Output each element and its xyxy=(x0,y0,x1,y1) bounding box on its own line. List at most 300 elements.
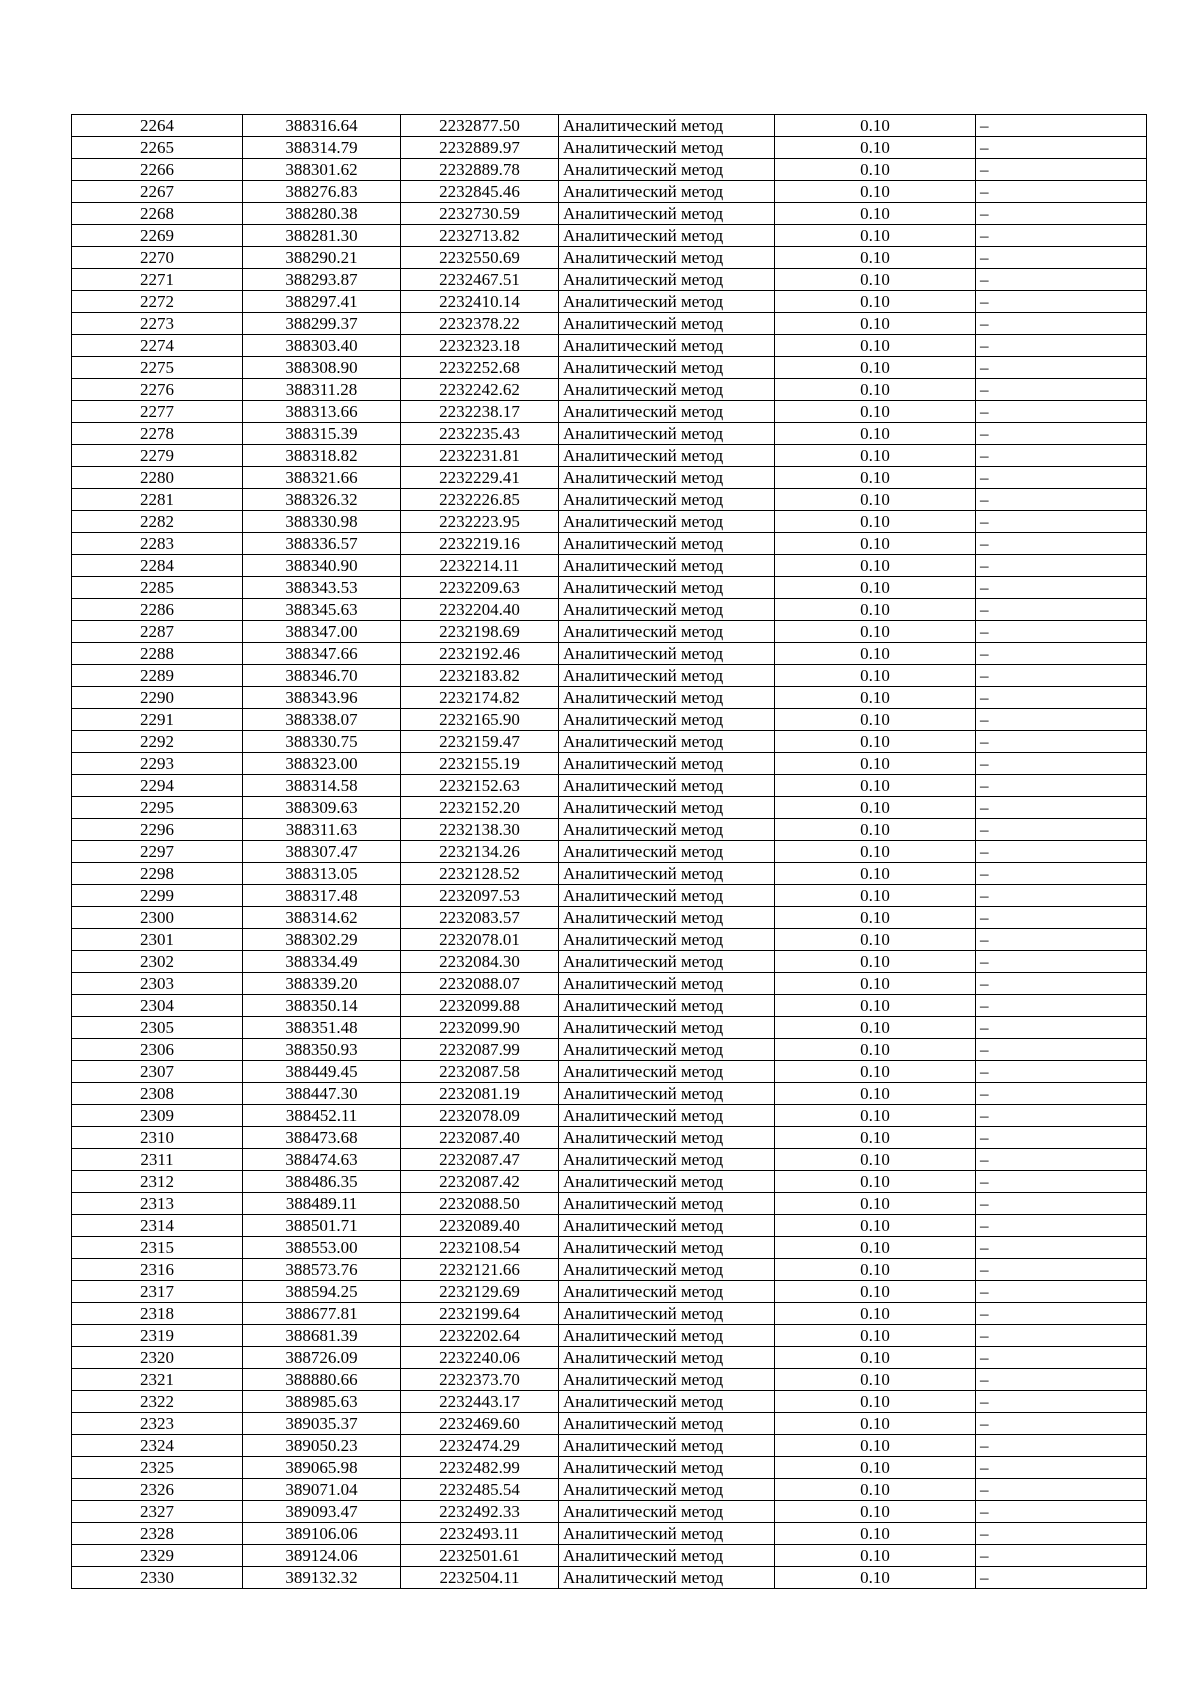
point-number-cell: 2302 xyxy=(72,951,243,973)
table-row xyxy=(72,1039,1147,1061)
table-row xyxy=(72,687,1147,709)
error-cell: 0.10 xyxy=(775,313,976,335)
point-number-cell: 2286 xyxy=(72,599,243,621)
x-coordinate-cell: 388474.63 xyxy=(243,1149,401,1171)
method-cell: Аналитический метод xyxy=(559,335,775,357)
x-coordinate-cell: 388299.37 xyxy=(243,313,401,335)
note-cell: – xyxy=(976,929,1147,951)
method-cell: Аналитический метод xyxy=(559,753,775,775)
method-cell: Аналитический метод xyxy=(559,247,775,269)
y-coordinate-cell: 2232087.99 xyxy=(401,1039,559,1061)
error-cell: 0.10 xyxy=(775,1083,976,1105)
y-coordinate-cell: 2232087.47 xyxy=(401,1149,559,1171)
note-cell: – xyxy=(976,445,1147,467)
point-number-cell: 2267 xyxy=(72,181,243,203)
y-coordinate-cell: 2232155.19 xyxy=(401,753,559,775)
x-coordinate-cell: 388338.07 xyxy=(243,709,401,731)
note-cell: – xyxy=(976,1479,1147,1501)
table-row xyxy=(72,511,1147,533)
x-coordinate-cell: 388281.30 xyxy=(243,225,401,247)
method-cell: Аналитический метод xyxy=(559,1171,775,1193)
point-number-cell: 2330 xyxy=(72,1567,243,1589)
y-coordinate-cell: 2232410.14 xyxy=(401,291,559,313)
error-cell: 0.10 xyxy=(775,819,976,841)
error-cell: 0.10 xyxy=(775,1259,976,1281)
y-coordinate-cell: 2232134.26 xyxy=(401,841,559,863)
y-coordinate-cell: 2232240.06 xyxy=(401,1347,559,1369)
table-row xyxy=(72,467,1147,489)
point-number-cell: 2313 xyxy=(72,1193,243,1215)
error-cell: 0.10 xyxy=(775,1567,976,1589)
table-row xyxy=(72,1193,1147,1215)
note-cell: – xyxy=(976,467,1147,489)
table-row xyxy=(72,555,1147,577)
method-cell: Аналитический метод xyxy=(559,401,775,423)
method-cell: Аналитический метод xyxy=(559,1457,775,1479)
y-coordinate-cell: 2232501.61 xyxy=(401,1545,559,1567)
y-coordinate-cell: 2232128.52 xyxy=(401,863,559,885)
y-coordinate-cell: 2232242.62 xyxy=(401,379,559,401)
point-number-cell: 2303 xyxy=(72,973,243,995)
table-row xyxy=(72,1435,1147,1457)
x-coordinate-cell: 388343.96 xyxy=(243,687,401,709)
table-row xyxy=(72,1567,1147,1589)
error-cell: 0.10 xyxy=(775,907,976,929)
error-cell: 0.10 xyxy=(775,951,976,973)
table-row xyxy=(72,1501,1147,1523)
note-cell: – xyxy=(976,291,1147,313)
note-cell: – xyxy=(976,841,1147,863)
table-row xyxy=(72,137,1147,159)
x-coordinate-cell: 388314.62 xyxy=(243,907,401,929)
point-number-cell: 2266 xyxy=(72,159,243,181)
x-coordinate-cell: 388681.39 xyxy=(243,1325,401,1347)
point-number-cell: 2315 xyxy=(72,1237,243,1259)
y-coordinate-cell: 2232373.70 xyxy=(401,1369,559,1391)
note-cell: – xyxy=(976,775,1147,797)
point-number-cell: 2283 xyxy=(72,533,243,555)
point-number-cell: 2285 xyxy=(72,577,243,599)
point-number-cell: 2274 xyxy=(72,335,243,357)
method-cell: Аналитический метод xyxy=(559,379,775,401)
error-cell: 0.10 xyxy=(775,1127,976,1149)
table-row xyxy=(72,225,1147,247)
note-cell: – xyxy=(976,511,1147,533)
method-cell: Аналитический метод xyxy=(559,1039,775,1061)
y-coordinate-cell: 2232492.33 xyxy=(401,1501,559,1523)
y-coordinate-cell: 2232223.95 xyxy=(401,511,559,533)
point-number-cell: 2312 xyxy=(72,1171,243,1193)
method-cell: Аналитический метод xyxy=(559,1391,775,1413)
y-coordinate-cell: 2232078.09 xyxy=(401,1105,559,1127)
point-number-cell: 2306 xyxy=(72,1039,243,1061)
point-number-cell: 2277 xyxy=(72,401,243,423)
method-cell: Аналитический метод xyxy=(559,1523,775,1545)
point-number-cell: 2293 xyxy=(72,753,243,775)
point-number-cell: 2318 xyxy=(72,1303,243,1325)
table-row xyxy=(72,665,1147,687)
error-cell: 0.10 xyxy=(775,1105,976,1127)
table-row xyxy=(72,423,1147,445)
x-coordinate-cell: 388290.21 xyxy=(243,247,401,269)
note-cell: – xyxy=(976,885,1147,907)
point-number-cell: 2272 xyxy=(72,291,243,313)
note-cell: – xyxy=(976,1127,1147,1149)
y-coordinate-cell: 2232730.59 xyxy=(401,203,559,225)
error-cell: 0.10 xyxy=(775,291,976,313)
error-cell: 0.10 xyxy=(775,203,976,225)
table-row xyxy=(72,1127,1147,1149)
method-cell: Аналитический метод xyxy=(559,423,775,445)
point-number-cell: 2264 xyxy=(72,115,243,137)
point-number-cell: 2299 xyxy=(72,885,243,907)
table-row xyxy=(72,797,1147,819)
error-cell: 0.10 xyxy=(775,357,976,379)
method-cell: Аналитический метод xyxy=(559,137,775,159)
table-row xyxy=(72,445,1147,467)
x-coordinate-cell: 388880.66 xyxy=(243,1369,401,1391)
table-row xyxy=(72,995,1147,1017)
x-coordinate-cell: 389050.23 xyxy=(243,1435,401,1457)
y-coordinate-cell: 2232845.46 xyxy=(401,181,559,203)
y-coordinate-cell: 2232226.85 xyxy=(401,489,559,511)
y-coordinate-cell: 2232192.46 xyxy=(401,643,559,665)
x-coordinate-cell: 388447.30 xyxy=(243,1083,401,1105)
error-cell: 0.10 xyxy=(775,1501,976,1523)
error-cell: 0.10 xyxy=(775,423,976,445)
error-cell: 0.10 xyxy=(775,269,976,291)
x-coordinate-cell: 388317.48 xyxy=(243,885,401,907)
error-cell: 0.10 xyxy=(775,489,976,511)
y-coordinate-cell: 2232183.82 xyxy=(401,665,559,687)
point-number-cell: 2316 xyxy=(72,1259,243,1281)
method-cell: Аналитический метод xyxy=(559,357,775,379)
method-cell: Аналитический метод xyxy=(559,555,775,577)
table-row xyxy=(72,1479,1147,1501)
method-cell: Аналитический метод xyxy=(559,1501,775,1523)
y-coordinate-cell: 2232198.69 xyxy=(401,621,559,643)
x-coordinate-cell: 388323.00 xyxy=(243,753,401,775)
method-cell: Аналитический метод xyxy=(559,1545,775,1567)
method-cell: Аналитический метод xyxy=(559,951,775,973)
error-cell: 0.10 xyxy=(775,247,976,269)
method-cell: Аналитический метод xyxy=(559,1215,775,1237)
point-number-cell: 2323 xyxy=(72,1413,243,1435)
y-coordinate-cell: 2232378.22 xyxy=(401,313,559,335)
y-coordinate-cell: 2232485.54 xyxy=(401,1479,559,1501)
note-cell: – xyxy=(976,1237,1147,1259)
error-cell: 0.10 xyxy=(775,1171,976,1193)
y-coordinate-cell: 2232469.60 xyxy=(401,1413,559,1435)
x-coordinate-cell: 388489.11 xyxy=(243,1193,401,1215)
x-coordinate-cell: 388594.25 xyxy=(243,1281,401,1303)
note-cell: – xyxy=(976,1347,1147,1369)
x-coordinate-cell: 388280.38 xyxy=(243,203,401,225)
y-coordinate-cell: 2232165.90 xyxy=(401,709,559,731)
method-cell: Аналитический метод xyxy=(559,1281,775,1303)
coordinates-table xyxy=(71,114,1147,1589)
error-cell: 0.10 xyxy=(775,1457,976,1479)
table-row xyxy=(72,159,1147,181)
x-coordinate-cell: 388350.14 xyxy=(243,995,401,1017)
table-row xyxy=(72,863,1147,885)
error-cell: 0.10 xyxy=(775,1193,976,1215)
y-coordinate-cell: 2232235.43 xyxy=(401,423,559,445)
y-coordinate-cell: 2232089.40 xyxy=(401,1215,559,1237)
point-number-cell: 2325 xyxy=(72,1457,243,1479)
table-row xyxy=(72,203,1147,225)
error-cell: 0.10 xyxy=(775,1149,976,1171)
error-cell: 0.10 xyxy=(775,1281,976,1303)
y-coordinate-cell: 2232097.53 xyxy=(401,885,559,907)
x-coordinate-cell: 388343.53 xyxy=(243,577,401,599)
y-coordinate-cell: 2232877.50 xyxy=(401,115,559,137)
note-cell: – xyxy=(976,555,1147,577)
method-cell: Аналитический метод xyxy=(559,621,775,643)
note-cell: – xyxy=(976,819,1147,841)
point-number-cell: 2268 xyxy=(72,203,243,225)
point-number-cell: 2314 xyxy=(72,1215,243,1237)
x-coordinate-cell: 388339.20 xyxy=(243,973,401,995)
table-row xyxy=(72,1259,1147,1281)
y-coordinate-cell: 2232199.64 xyxy=(401,1303,559,1325)
error-cell: 0.10 xyxy=(775,841,976,863)
y-coordinate-cell: 2232252.68 xyxy=(401,357,559,379)
method-cell: Аналитический метод xyxy=(559,445,775,467)
error-cell: 0.10 xyxy=(775,599,976,621)
error-cell: 0.10 xyxy=(775,929,976,951)
y-coordinate-cell: 2232099.90 xyxy=(401,1017,559,1039)
x-coordinate-cell: 388449.45 xyxy=(243,1061,401,1083)
note-cell: – xyxy=(976,731,1147,753)
y-coordinate-cell: 2232493.11 xyxy=(401,1523,559,1545)
table-row xyxy=(72,1083,1147,1105)
table-row xyxy=(72,1281,1147,1303)
method-cell: Аналитический метод xyxy=(559,467,775,489)
y-coordinate-cell: 2232083.57 xyxy=(401,907,559,929)
error-cell: 0.10 xyxy=(775,1413,976,1435)
error-cell: 0.10 xyxy=(775,225,976,247)
method-cell: Аналитический метод xyxy=(559,1149,775,1171)
table-row xyxy=(72,1171,1147,1193)
x-coordinate-cell: 389065.98 xyxy=(243,1457,401,1479)
x-coordinate-cell: 388340.90 xyxy=(243,555,401,577)
error-cell: 0.10 xyxy=(775,1215,976,1237)
y-coordinate-cell: 2232087.58 xyxy=(401,1061,559,1083)
note-cell: – xyxy=(976,1149,1147,1171)
error-cell: 0.10 xyxy=(775,863,976,885)
x-coordinate-cell: 388309.63 xyxy=(243,797,401,819)
method-cell: Аналитический метод xyxy=(559,1325,775,1347)
y-coordinate-cell: 2232214.11 xyxy=(401,555,559,577)
note-cell: – xyxy=(976,115,1147,137)
point-number-cell: 2273 xyxy=(72,313,243,335)
y-coordinate-cell: 2232474.29 xyxy=(401,1435,559,1457)
x-coordinate-cell: 388573.76 xyxy=(243,1259,401,1281)
point-number-cell: 2310 xyxy=(72,1127,243,1149)
method-cell: Аналитический метод xyxy=(559,203,775,225)
error-cell: 0.10 xyxy=(775,577,976,599)
y-coordinate-cell: 2232202.64 xyxy=(401,1325,559,1347)
method-cell: Аналитический метод xyxy=(559,863,775,885)
error-cell: 0.10 xyxy=(775,379,976,401)
error-cell: 0.10 xyxy=(775,665,976,687)
note-cell: – xyxy=(976,621,1147,643)
error-cell: 0.10 xyxy=(775,621,976,643)
x-coordinate-cell: 389106.06 xyxy=(243,1523,401,1545)
method-cell: Аналитический метод xyxy=(559,1413,775,1435)
note-cell: – xyxy=(976,907,1147,929)
point-number-cell: 2329 xyxy=(72,1545,243,1567)
y-coordinate-cell: 2232238.17 xyxy=(401,401,559,423)
note-cell: – xyxy=(976,687,1147,709)
y-coordinate-cell: 2232138.30 xyxy=(401,819,559,841)
y-coordinate-cell: 2232108.54 xyxy=(401,1237,559,1259)
method-cell: Аналитический метод xyxy=(559,1479,775,1501)
method-cell: Аналитический метод xyxy=(559,1237,775,1259)
note-cell: – xyxy=(976,313,1147,335)
method-cell: Аналитический метод xyxy=(559,313,775,335)
y-coordinate-cell: 2232152.63 xyxy=(401,775,559,797)
error-cell: 0.10 xyxy=(775,1061,976,1083)
point-number-cell: 2271 xyxy=(72,269,243,291)
note-cell: – xyxy=(976,401,1147,423)
table-row xyxy=(72,115,1147,137)
note-cell: – xyxy=(976,1325,1147,1347)
x-coordinate-cell: 389093.47 xyxy=(243,1501,401,1523)
table-row xyxy=(72,599,1147,621)
point-number-cell: 2307 xyxy=(72,1061,243,1083)
method-cell: Аналитический метод xyxy=(559,159,775,181)
note-cell: – xyxy=(976,1435,1147,1457)
note-cell: – xyxy=(976,1083,1147,1105)
y-coordinate-cell: 2232174.82 xyxy=(401,687,559,709)
note-cell: – xyxy=(976,225,1147,247)
y-coordinate-cell: 2232159.47 xyxy=(401,731,559,753)
y-coordinate-cell: 2232099.88 xyxy=(401,995,559,1017)
table-row xyxy=(72,335,1147,357)
note-cell: – xyxy=(976,995,1147,1017)
error-cell: 0.10 xyxy=(775,401,976,423)
y-coordinate-cell: 2232078.01 xyxy=(401,929,559,951)
table-row xyxy=(72,181,1147,203)
error-cell: 0.10 xyxy=(775,533,976,555)
x-coordinate-cell: 388346.70 xyxy=(243,665,401,687)
note-cell: – xyxy=(976,643,1147,665)
table-row xyxy=(72,533,1147,555)
x-coordinate-cell: 388307.47 xyxy=(243,841,401,863)
y-coordinate-cell: 2232219.16 xyxy=(401,533,559,555)
point-number-cell: 2308 xyxy=(72,1083,243,1105)
method-cell: Аналитический метод xyxy=(559,1303,775,1325)
x-coordinate-cell: 388330.98 xyxy=(243,511,401,533)
method-cell: Аналитический метод xyxy=(559,489,775,511)
note-cell: – xyxy=(976,1501,1147,1523)
point-number-cell: 2270 xyxy=(72,247,243,269)
coordinates-table-body xyxy=(72,115,1147,1589)
y-coordinate-cell: 2232129.69 xyxy=(401,1281,559,1303)
error-cell: 0.10 xyxy=(775,1237,976,1259)
note-cell: – xyxy=(976,951,1147,973)
x-coordinate-cell: 388553.00 xyxy=(243,1237,401,1259)
note-cell: – xyxy=(976,665,1147,687)
x-coordinate-cell: 389035.37 xyxy=(243,1413,401,1435)
x-coordinate-cell: 388301.62 xyxy=(243,159,401,181)
note-cell: – xyxy=(976,1259,1147,1281)
table-row xyxy=(72,401,1147,423)
table-row xyxy=(72,1523,1147,1545)
point-number-cell: 2320 xyxy=(72,1347,243,1369)
method-cell: Аналитический метод xyxy=(559,643,775,665)
point-number-cell: 2281 xyxy=(72,489,243,511)
method-cell: Аналитический метод xyxy=(559,1193,775,1215)
y-coordinate-cell: 2232209.63 xyxy=(401,577,559,599)
note-cell: – xyxy=(976,379,1147,401)
point-number-cell: 2317 xyxy=(72,1281,243,1303)
method-cell: Аналитический метод xyxy=(559,1259,775,1281)
error-cell: 0.10 xyxy=(775,1325,976,1347)
error-cell: 0.10 xyxy=(775,687,976,709)
table-row xyxy=(72,247,1147,269)
x-coordinate-cell: 388726.09 xyxy=(243,1347,401,1369)
error-cell: 0.10 xyxy=(775,885,976,907)
method-cell: Аналитический метод xyxy=(559,665,775,687)
table-row xyxy=(72,819,1147,841)
x-coordinate-cell: 389124.06 xyxy=(243,1545,401,1567)
table-row xyxy=(72,753,1147,775)
table-row xyxy=(72,1215,1147,1237)
error-cell: 0.10 xyxy=(775,467,976,489)
y-coordinate-cell: 2232467.51 xyxy=(401,269,559,291)
x-coordinate-cell: 389071.04 xyxy=(243,1479,401,1501)
note-cell: – xyxy=(976,1193,1147,1215)
method-cell: Аналитический метод xyxy=(559,885,775,907)
method-cell: Аналитический метод xyxy=(559,1369,775,1391)
method-cell: Аналитический метод xyxy=(559,973,775,995)
x-coordinate-cell: 388347.00 xyxy=(243,621,401,643)
table-row xyxy=(72,1017,1147,1039)
point-number-cell: 2326 xyxy=(72,1479,243,1501)
x-coordinate-cell: 388350.93 xyxy=(243,1039,401,1061)
table-row xyxy=(72,1545,1147,1567)
error-cell: 0.10 xyxy=(775,335,976,357)
point-number-cell: 2311 xyxy=(72,1149,243,1171)
error-cell: 0.10 xyxy=(775,511,976,533)
error-cell: 0.10 xyxy=(775,1017,976,1039)
y-coordinate-cell: 2232229.41 xyxy=(401,467,559,489)
y-coordinate-cell: 2232121.66 xyxy=(401,1259,559,1281)
error-cell: 0.10 xyxy=(775,1435,976,1457)
method-cell: Аналитический метод xyxy=(559,687,775,709)
note-cell: – xyxy=(976,973,1147,995)
point-number-cell: 2282 xyxy=(72,511,243,533)
error-cell: 0.10 xyxy=(775,1391,976,1413)
note-cell: – xyxy=(976,709,1147,731)
note-cell: – xyxy=(976,863,1147,885)
note-cell: – xyxy=(976,1369,1147,1391)
note-cell: – xyxy=(976,577,1147,599)
table-row xyxy=(72,379,1147,401)
point-number-cell: 2322 xyxy=(72,1391,243,1413)
point-number-cell: 2319 xyxy=(72,1325,243,1347)
error-cell: 0.10 xyxy=(775,775,976,797)
table-row xyxy=(72,291,1147,313)
error-cell: 0.10 xyxy=(775,1303,976,1325)
point-number-cell: 2294 xyxy=(72,775,243,797)
note-cell: – xyxy=(976,203,1147,225)
point-number-cell: 2289 xyxy=(72,665,243,687)
method-cell: Аналитический метод xyxy=(559,929,775,951)
